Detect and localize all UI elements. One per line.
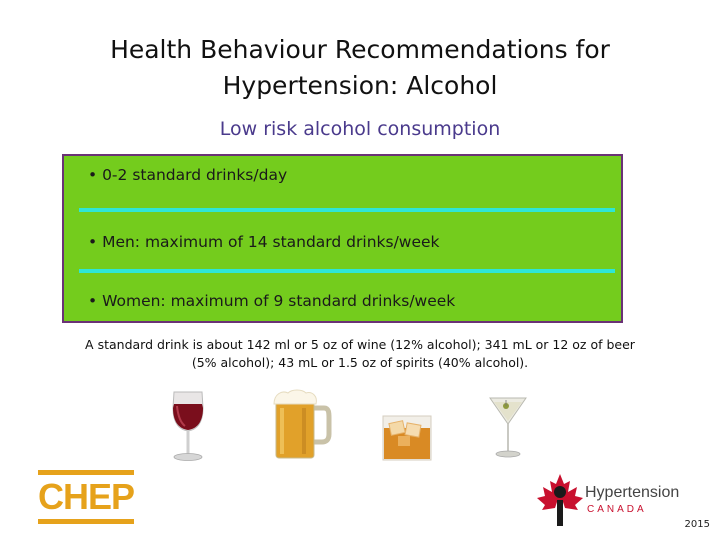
hypertension-canada-logo [535,470,695,530]
maple-leaf-icon [535,472,585,528]
year-label: 2015 [684,519,710,530]
recommendation-women: • Women: maximum of 9 standard drinks/week [88,292,456,310]
whisky-glass-icon [380,412,434,462]
note-line-1: A standard drink is about 142 ml or 5 oz of wine (12% alcohol); 341 mL or 12 oz of beer [85,337,635,352]
recommendation-daily: • 0-2 standard drinks/day [88,166,288,184]
standard-drink-note [55,336,665,372]
subtitle: Low risk alcohol consumption [219,118,501,140]
chep-logo-text: CHEP [38,476,135,517]
separator-line [79,208,615,212]
separator-line [79,269,615,273]
recommendation-men: • Men: maximum of 14 standard drinks/week [88,233,440,251]
beer-mug-icon [272,388,332,460]
slide-title [60,32,660,104]
martini-glass-icon [488,394,528,460]
chep-logo-bar [38,519,134,524]
title-line-1: Health Behaviour Recommendations for [110,35,610,64]
note-line-2: (5% alcohol); 43 mL or 1.5 oz of spirits (40% alcohol). [191,355,529,370]
recommendations-box [62,154,623,323]
hypertension-canada-country: CANADA [587,504,647,515]
chep-logo [38,470,134,524]
title-line-2: Hypertension: Alcohol [222,71,498,100]
hypertension-canada-name: Hypertension [585,484,680,501]
wine-glass-icon [168,390,208,462]
